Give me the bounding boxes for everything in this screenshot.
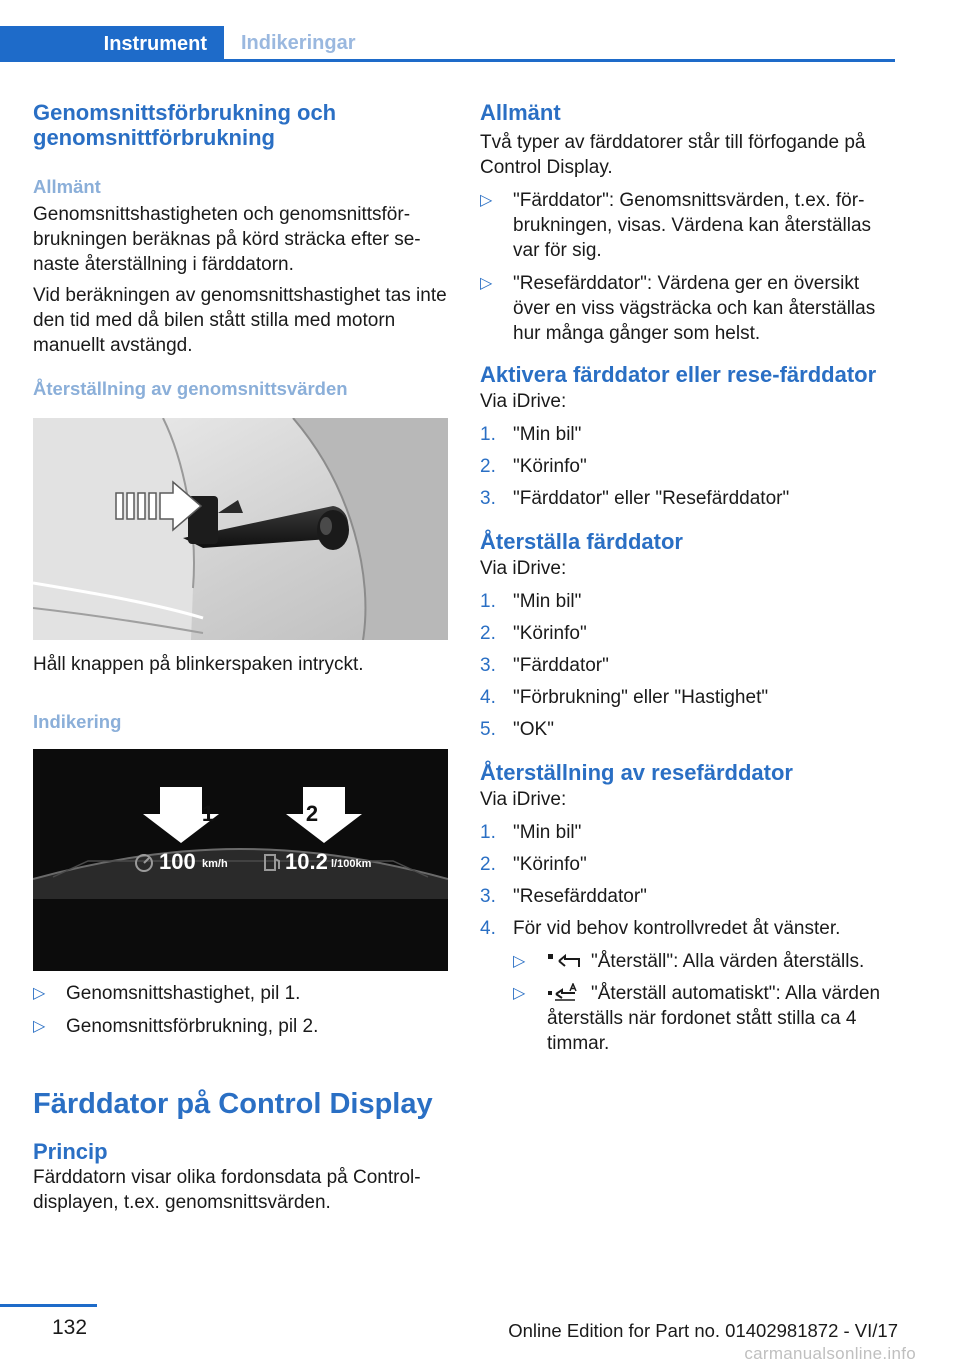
right-column — [480, 100, 900, 1056]
list-item: ▷ Genomsnittsförbrukning, pil 2. — [33, 1016, 319, 1037]
list-item: 3. "Färddator" — [480, 655, 609, 676]
trip-reset-options — [513, 949, 900, 1056]
list-item: 4. För vid behov kontrollvredet åt vänster. ▷ "Återställ": Alla värden återställs. ▷ "Återställ automatiskt": Alla värden återställs när fordonet stått stilla ca 4 timmar. — [480, 916, 900, 1056]
cluster-display-figure — [33, 749, 448, 971]
indication-list — [33, 981, 449, 1039]
general-right-paragraph: Två typer av färddatorer står till förfogande på Control Display. — [480, 132, 866, 178]
watermark: carmanualsonline.info — [744, 1344, 916, 1362]
list-item: 3. "Resefärddator" — [480, 886, 647, 907]
chapter-tab-bar — [0, 26, 895, 62]
heading-reset-averages: Återställning av genomsnittsvärden — [33, 378, 348, 399]
heading-reset-trip-recorder: Återställning av resefärddator — [480, 760, 793, 785]
heading-general-right: Allmänt — [480, 100, 561, 125]
computer-types-list — [480, 188, 900, 346]
general-paragraph-1: Genomsnittshastigheten och genomsnittsförbrukningen beräknas på körd sträcka efter senaste återställning i färddatorn. — [33, 204, 421, 275]
list-item: ▷ "Färddator": Genomsnittsvärden, t.ex. förbrukningen, visas. Värdena kan återställas var för sig. — [480, 190, 872, 261]
list-item: ▷ Genomsnittshastighet, pil 1. — [33, 983, 301, 1004]
general-paragraph-2: Vid beräkningen av genomsnittshastighet tas inte den tid med då bilen stått stilla med motorn manuellt avstängd. — [33, 285, 447, 356]
tab-indikeringar[interactable]: Indikeringar — [241, 32, 356, 54]
turn-signal-lever-figure — [33, 418, 448, 640]
list-item: 1. "Min bil" — [480, 822, 582, 843]
section-title-average: Genomsnittsförbrukning och genomsnittförbrukning — [33, 100, 337, 150]
list-item: 4. "Förbrukning" eller "Hastighet" — [480, 687, 769, 708]
heading-activate: Aktivera färddator eller rese-färddator — [480, 362, 877, 387]
list-item: ▷ "Återställ automatiskt": Alla värden återställs när fordonet stått stilla ca 4 timmar. — [513, 983, 881, 1054]
consumption-value: 10.2 — [285, 849, 328, 874]
triangle-bullet-icon: ▷ — [33, 985, 46, 1002]
edition-text: Online Edition for Part no. 01402981872 - VI/17 — [508, 1320, 898, 1341]
speed-value: 100 — [159, 849, 196, 874]
list-item: 2. "Körinfo" — [480, 456, 587, 477]
consumption-unit: l/100km — [331, 858, 372, 870]
heading-indication: Indikering — [33, 711, 122, 732]
activate-via: Via iDrive: — [480, 391, 567, 412]
speed-unit: km/h — [202, 858, 228, 870]
list-item: 5. "OK" — [480, 719, 554, 740]
triangle-bullet-icon: ▷ — [480, 192, 493, 209]
list-item: ▷ "Återställ": Alla värden återställs. — [513, 951, 865, 972]
trip-via: Via iDrive: — [480, 789, 567, 810]
turn-signal-lever-illustration — [33, 418, 448, 640]
reset-caption: Håll knappen på blinkerspaken intryckt. — [33, 654, 364, 675]
activate-steps — [480, 422, 900, 511]
heading-reset-trip-computer: Återställa färddator — [480, 529, 683, 554]
main-title-trip-computer: Färddator på Control Display — [33, 1088, 433, 1120]
reset-icon — [547, 953, 581, 969]
left-column — [33, 100, 449, 1215]
arrow-1-label: 1 — [201, 801, 215, 826]
list-item: 1. "Min bil" — [480, 591, 582, 612]
tab-instrument[interactable]: Instrument — [0, 26, 224, 62]
list-item: 2. "Körinfo" — [480, 623, 587, 644]
triangle-bullet-icon: ▷ — [513, 953, 526, 970]
trip-steps — [480, 820, 900, 1056]
page-number: 132 — [52, 1316, 88, 1339]
tab-bar-rule — [0, 59, 895, 62]
list-item: ▷ "Resefärddator": Värdena ger en översikt över en viss vägsträcka och kan återställas hur många gånger som helst. — [480, 273, 876, 344]
arrow-2-label: 2 — [305, 801, 319, 826]
reset-via: Via iDrive: — [480, 558, 567, 579]
triangle-bullet-icon: ▷ — [513, 985, 526, 1002]
reset-steps — [480, 589, 900, 742]
triangle-bullet-icon: ▷ — [33, 1018, 46, 1035]
auto-reset-icon — [547, 983, 581, 1001]
list-item: 1. "Min bil" — [480, 424, 582, 445]
footer-rule — [0, 1304, 97, 1307]
cluster-display-illustration — [33, 749, 448, 971]
triangle-bullet-icon: ▷ — [480, 275, 493, 292]
list-item: 2. "Körinfo" — [480, 854, 587, 875]
list-item: 3. "Färddator" eller "Resefärddator" — [480, 488, 790, 509]
heading-principle: Princip — [33, 1139, 108, 1164]
heading-general: Allmänt — [33, 176, 101, 197]
principle-paragraph: Färddatorn visar olika fordonsdata på Controldisplayen, t.ex. genomsnittsvärden. — [33, 1167, 421, 1213]
